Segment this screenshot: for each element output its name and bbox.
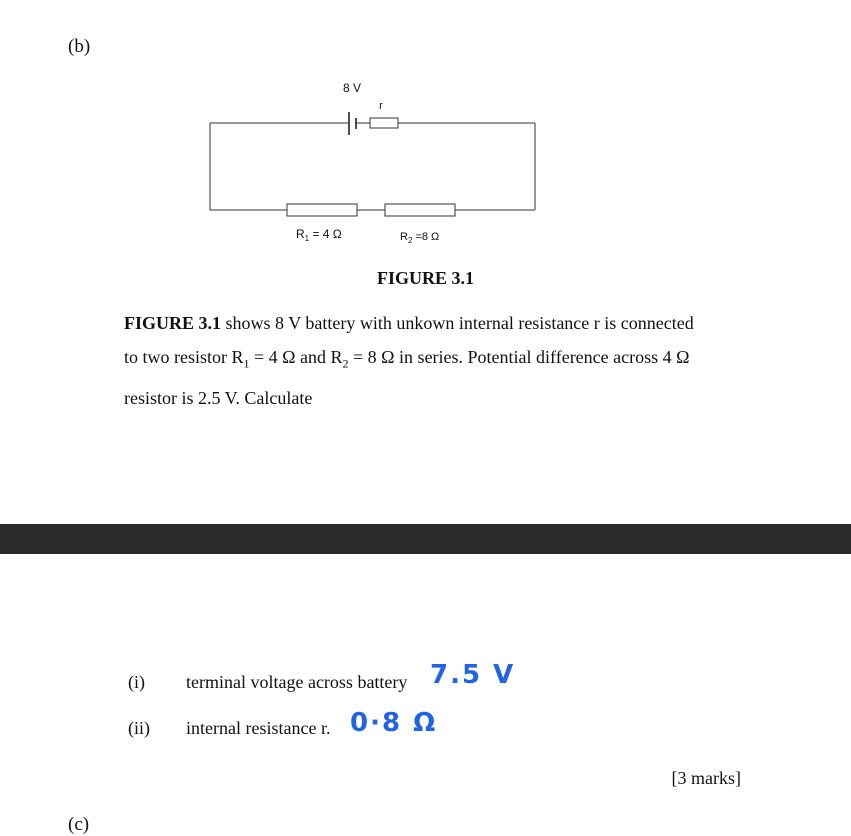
internal-resistor bbox=[370, 118, 398, 128]
question-i bbox=[0, 672, 851, 702]
resistor-r1 bbox=[287, 204, 357, 216]
answer-ii-handwritten: 0·8 Ω bbox=[350, 708, 438, 738]
battery-label: 8 V bbox=[342, 81, 362, 95]
question-ii-number: (ii) bbox=[128, 718, 150, 738]
question-ii-text: internal resistance r. bbox=[186, 718, 331, 738]
circuit-diagram bbox=[200, 76, 560, 256]
question-i-number: (i) bbox=[128, 672, 145, 692]
paragraph-line-3: resistor is 2.5 V. Calculate bbox=[124, 387, 313, 408]
r1-label: $R_1 = 4$ Ω bbox=[296, 227, 342, 243]
figure-caption: FIGURE 3.1 bbox=[376, 268, 474, 288]
answer-i-handwritten: 7.5 V bbox=[430, 660, 516, 690]
question-paragraph bbox=[124, 306, 764, 415]
part-c-label: (c) bbox=[68, 814, 90, 835]
question-i-text: terminal voltage across battery bbox=[186, 672, 408, 692]
marks-label: [3 marks] bbox=[671, 768, 741, 788]
internal-resistance-label: r bbox=[379, 100, 383, 112]
paragraph-line-1: FIGURE 3.1 shows 8 V battery with unkown internal resistance r is connected bbox=[124, 313, 694, 333]
r2-label: $R_2 =8$ Ω bbox=[400, 231, 440, 245]
figure-reference: FIGURE 3.1 bbox=[124, 313, 222, 333]
resistor-r2 bbox=[385, 204, 455, 216]
paragraph-line-2: to two resistor $R_1 = 4$ Ω and $R_2 = 8$ Ω in series. Potential difference across 4 Ω bbox=[124, 347, 690, 371]
part-b-label: (b) bbox=[68, 36, 91, 57]
divider-bar bbox=[0, 524, 851, 554]
